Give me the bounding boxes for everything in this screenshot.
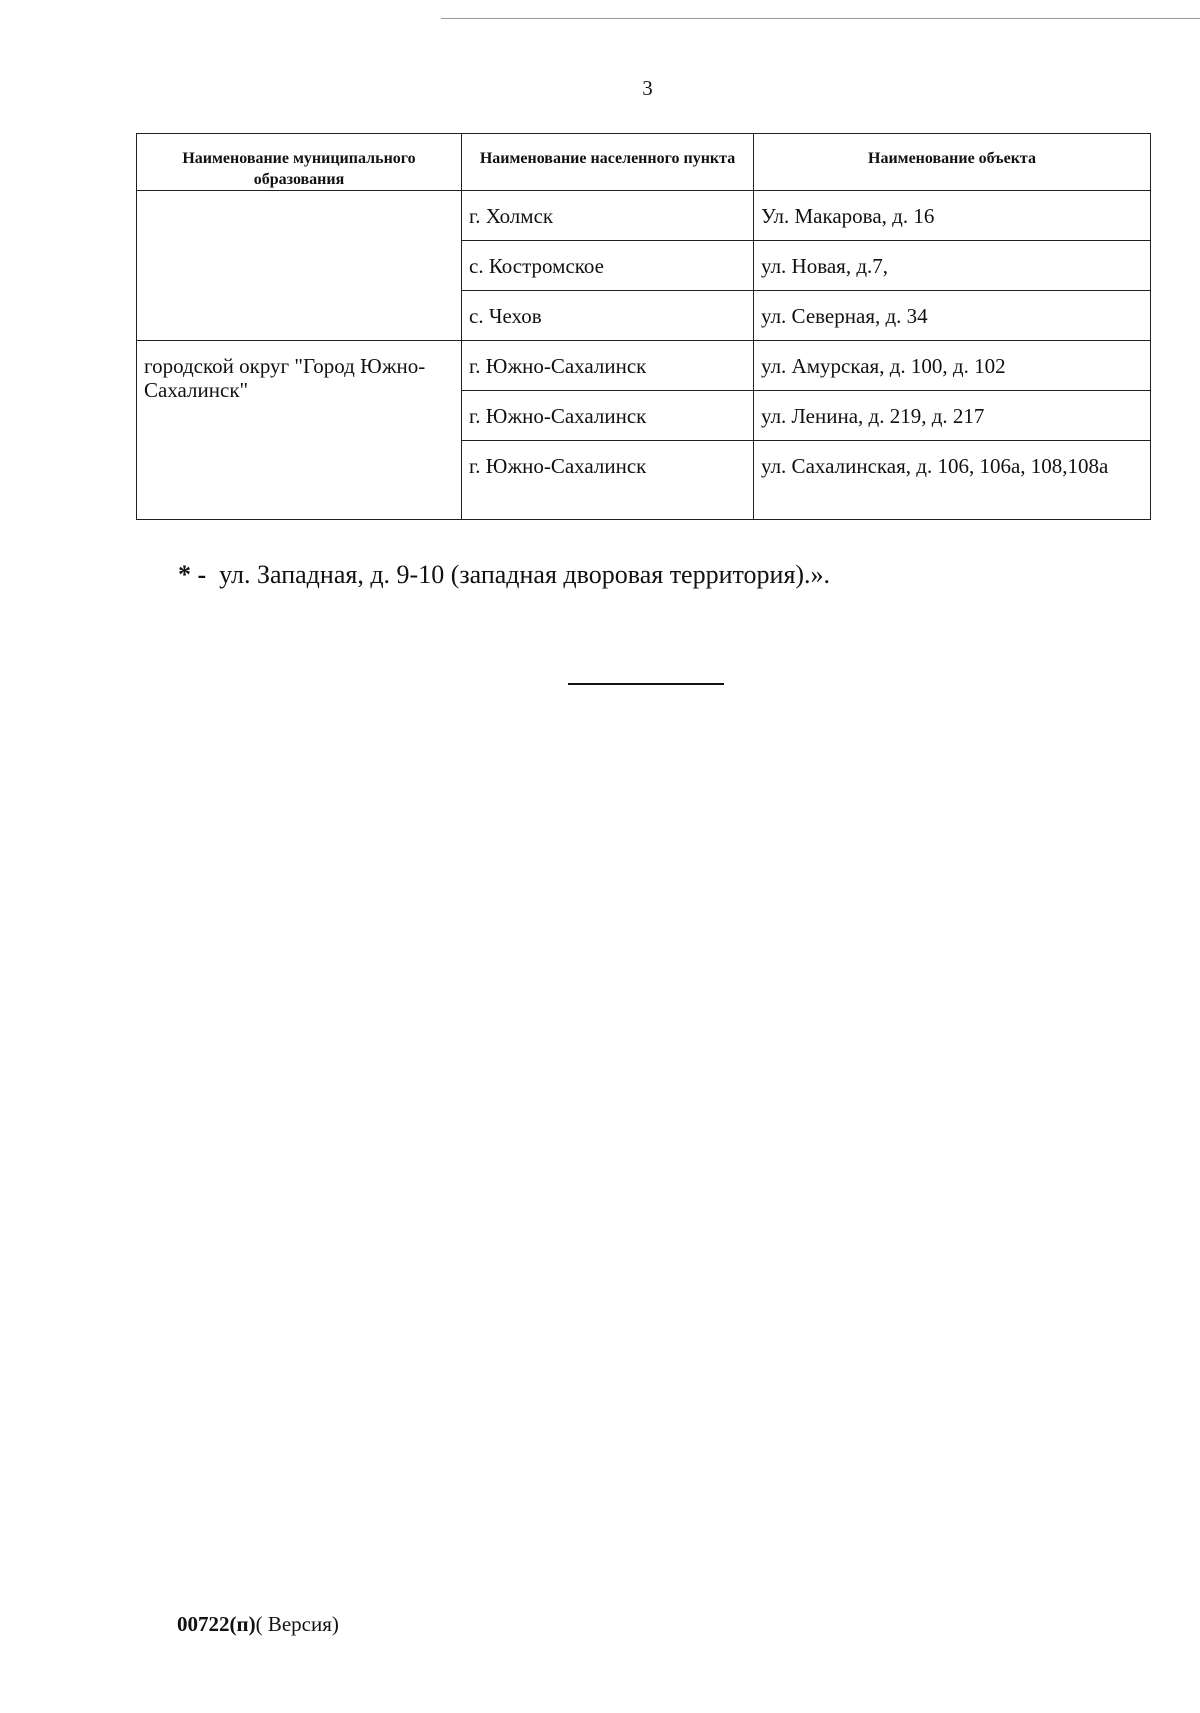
footnote-marker: * - xyxy=(178,560,207,589)
document-code: 00722(п) xyxy=(177,1612,256,1636)
table-row xyxy=(137,191,1151,241)
object-cell: ул. Северная, д. 34 xyxy=(754,291,1151,341)
end-of-document-rule xyxy=(568,683,724,685)
settlement-cell: г. Холмск xyxy=(462,191,754,241)
object-cell: ул. Новая, д.7, xyxy=(754,241,1151,291)
table-header-row xyxy=(137,134,1151,191)
object-cell: ул. Ленина, д. 219, д. 217 xyxy=(754,391,1151,441)
footnote-text: ул. Западная, д. 9-10 (западная дворовая территория).». xyxy=(219,560,831,589)
settlement-cell: г. Южно-Сахалинск xyxy=(462,391,754,441)
settlement-cell: с. Чехов xyxy=(462,291,754,341)
header-object: Наименование объекта xyxy=(754,134,1151,191)
header-municipality: Наименование муниципального образования xyxy=(137,134,462,191)
page-number: 3 xyxy=(642,76,653,100)
version-stamp xyxy=(177,1612,339,1637)
top-scan-rule xyxy=(441,18,1200,19)
municipality-cell: городской округ "Город Южно-Сахалинск" xyxy=(137,341,462,520)
object-cell: ул. Сахалинская, д. 106, 106а, 108,108а xyxy=(754,441,1151,520)
footnote xyxy=(178,560,830,590)
object-cell: Ул. Макарова, д. 16 xyxy=(754,191,1151,241)
objects-table xyxy=(136,133,1151,520)
table-row xyxy=(137,341,1151,391)
municipality-cell xyxy=(137,191,462,341)
settlement-cell: с. Костромское xyxy=(462,241,754,291)
header-settlement: Наименование населенного пункта xyxy=(462,134,754,191)
version-label: ( Версия) xyxy=(255,1612,339,1636)
object-cell: ул. Амурская, д. 100, д. 102 xyxy=(754,341,1151,391)
settlement-cell: г. Южно-Сахалинск xyxy=(462,341,754,391)
settlement-cell: г. Южно-Сахалинск xyxy=(462,441,754,520)
